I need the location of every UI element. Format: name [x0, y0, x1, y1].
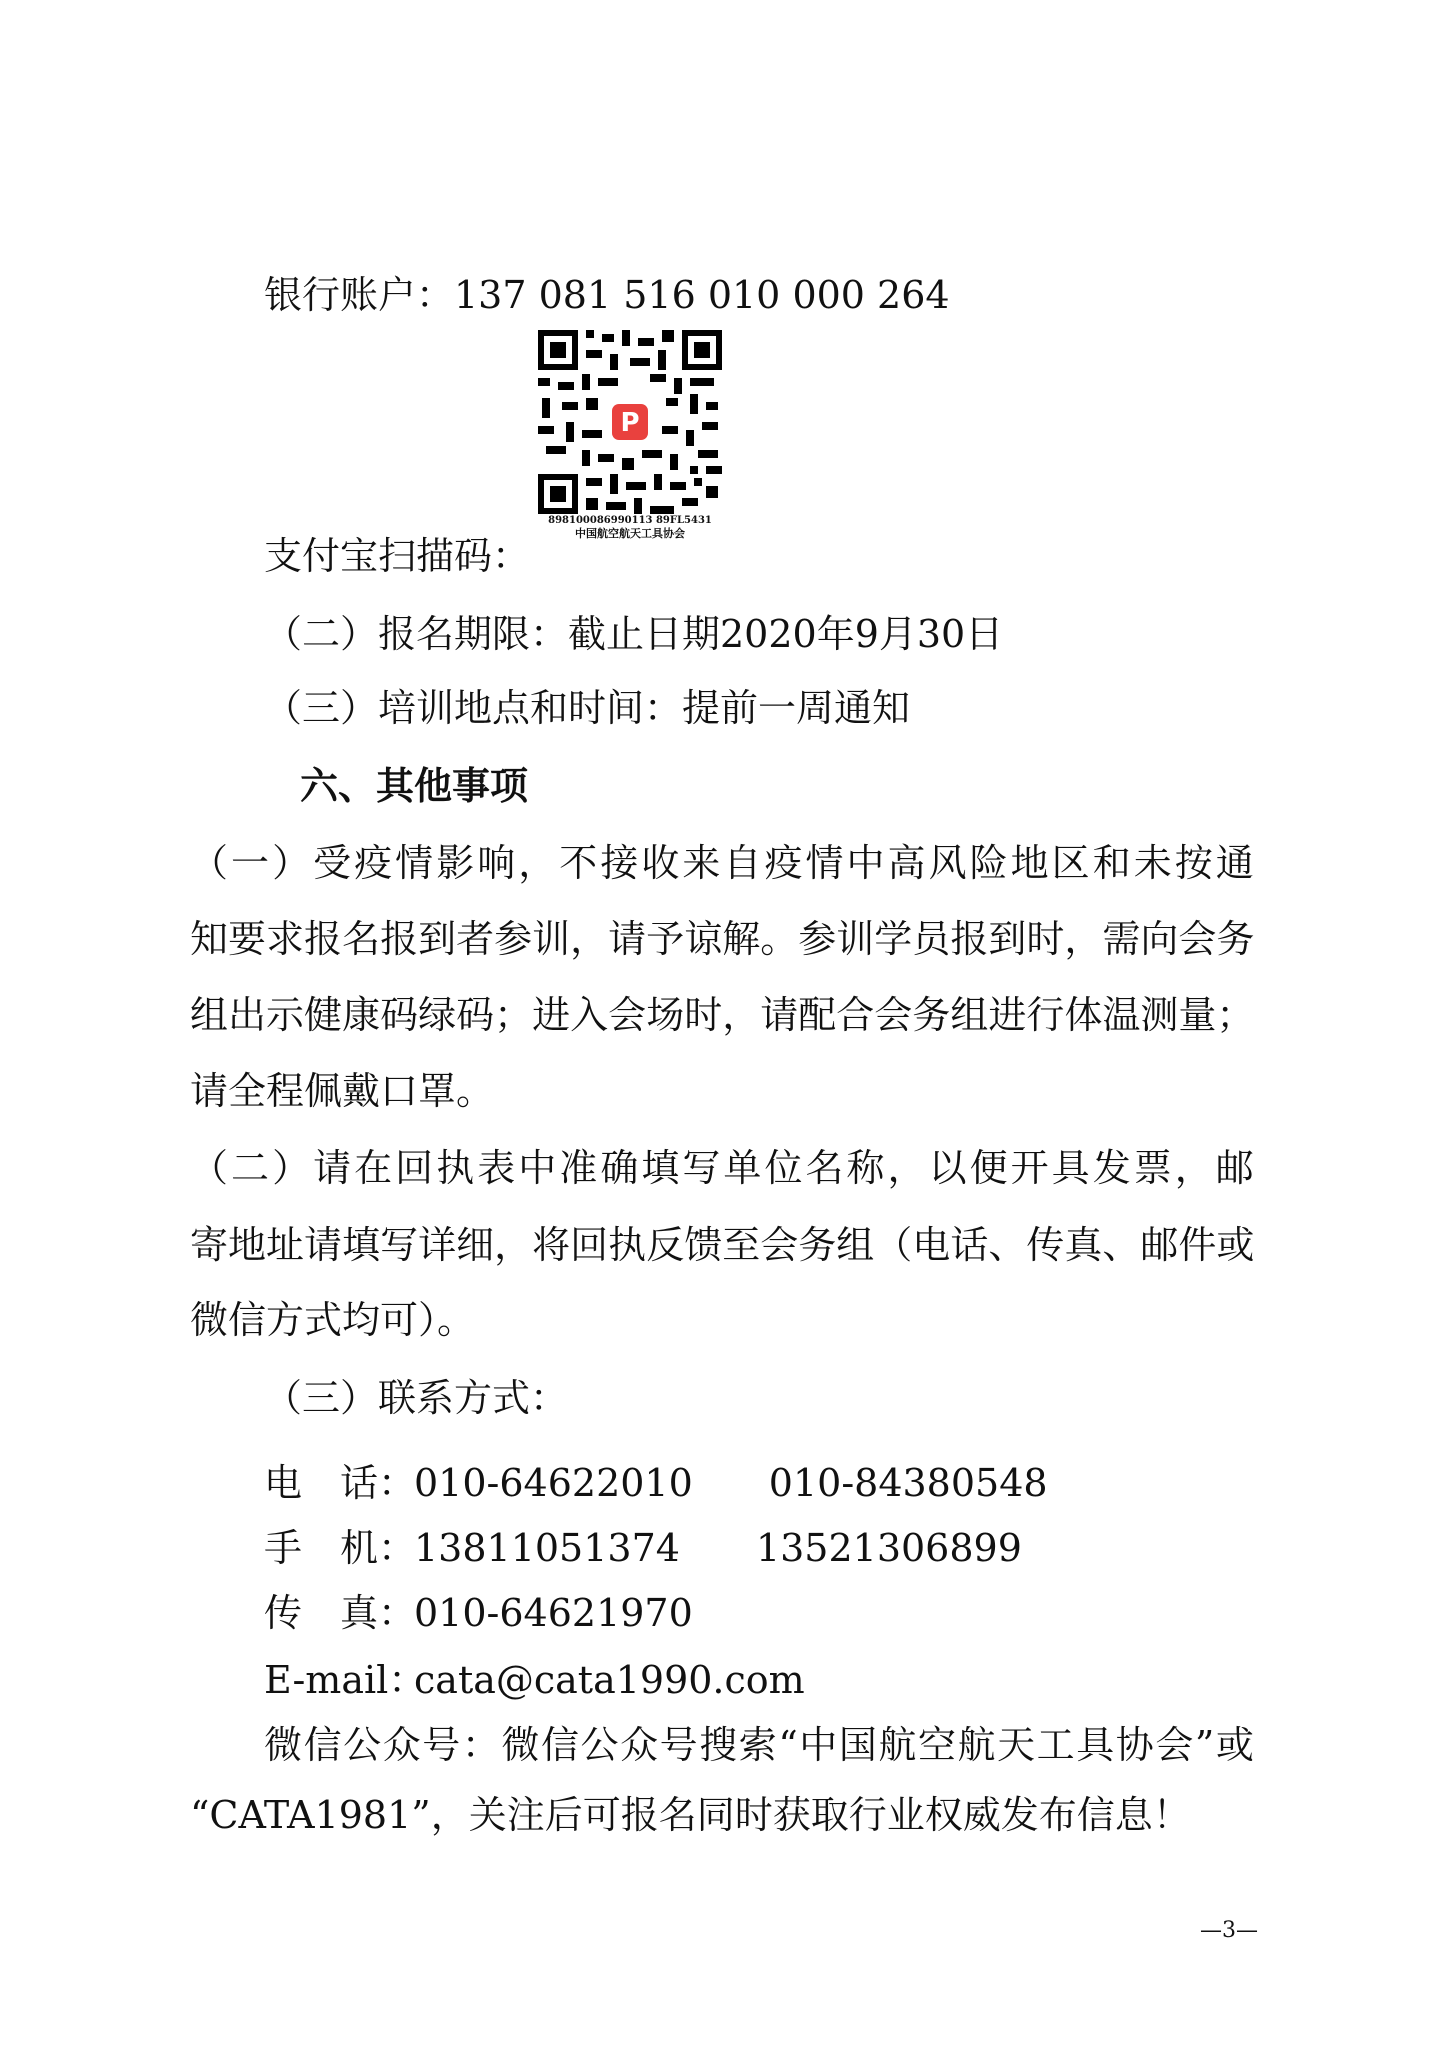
training-location-time: （三）培训地点和时间：提前一周通知	[264, 686, 911, 730]
fax-row	[264, 1590, 693, 1636]
paragraph-line: 组 出 示 健 康 码 绿 码 ； 进 入 会 场 时 ， 请 配 合 会 务 组 进 行 体 温 测 量 ；	[190, 993, 1255, 1037]
email-value: cata@cata1990.com	[414, 1658, 805, 1702]
fax-value: 010-64621970	[414, 1591, 693, 1635]
alipay-scan-label: 支付宝扫描码：	[264, 534, 531, 578]
email-label: E-mail：	[264, 1658, 427, 1702]
qr-code-number: 898100086990113 89FL5431	[548, 515, 712, 526]
paragraph-line: 微信方式均可）。	[190, 1298, 476, 1342]
fax-label: 传 真：	[264, 1591, 417, 1635]
qr-organization-name: 中国航空航天工具协会	[575, 527, 685, 540]
bank-account: 银行账户：137 081 516 010 000 264	[264, 273, 950, 317]
mobile-label: 手 机：	[264, 1526, 417, 1570]
wechat-line: 微 信 公 众 号 ： 微 信 公 众 号 搜 索 “ 中 国 航 空 航 天 工 具 协 会 ” 或	[264, 1723, 1254, 1767]
svg-text:P: P	[620, 408, 640, 438]
phone-value: 010-64622010 010-84380548	[414, 1461, 1048, 1505]
paragraph-line: 寄 地 址 请 填 写 详 细 ， 将 回 执 反 馈 至 会 务 组 （ 电 话 、 传 真 、 邮 件 或	[190, 1223, 1255, 1267]
section-heading: 六、其他事项	[300, 764, 529, 808]
wechat-line: “CATA1981”，关注后可报名同时获取行业权威发布信息！	[190, 1793, 1191, 1837]
page-number: —3—	[1200, 1918, 1258, 1943]
mobile-row	[264, 1525, 1022, 1571]
phone-label: 电 话：	[264, 1461, 417, 1505]
mobile-value: 13811051374 13521306899	[414, 1526, 1022, 1570]
paragraph-line: （ 一 ） 受 疫 情 影 响 ， 不 接 收 来 自 疫 情 中 高 风 险 地 区 和 未 按 通	[190, 841, 1254, 885]
paragraph-line: 请全程佩戴口罩。	[190, 1069, 495, 1113]
contact-heading: （三）联系方式：	[264, 1376, 569, 1420]
phone-row	[264, 1460, 1048, 1506]
paragraph-line: （ 二 ） 请 在 回 执 表 中 准 确 填 写 单 位 名 称 ， 以 便 开 具 发 票 ， 邮	[190, 1146, 1254, 1190]
email-row	[264, 1657, 805, 1703]
qr-code-icon	[538, 330, 722, 514]
alipay-qr-code	[520, 330, 740, 541]
registration-deadline: （二）报名期限：截止日期2020年9月30日	[264, 612, 1004, 656]
paragraph-line: 知 要 求 报 名 报 到 者 参 训 ， 请 予 谅 解 。 参 训 学 员 报 到 时 ， 需 向 会 务	[190, 917, 1255, 961]
